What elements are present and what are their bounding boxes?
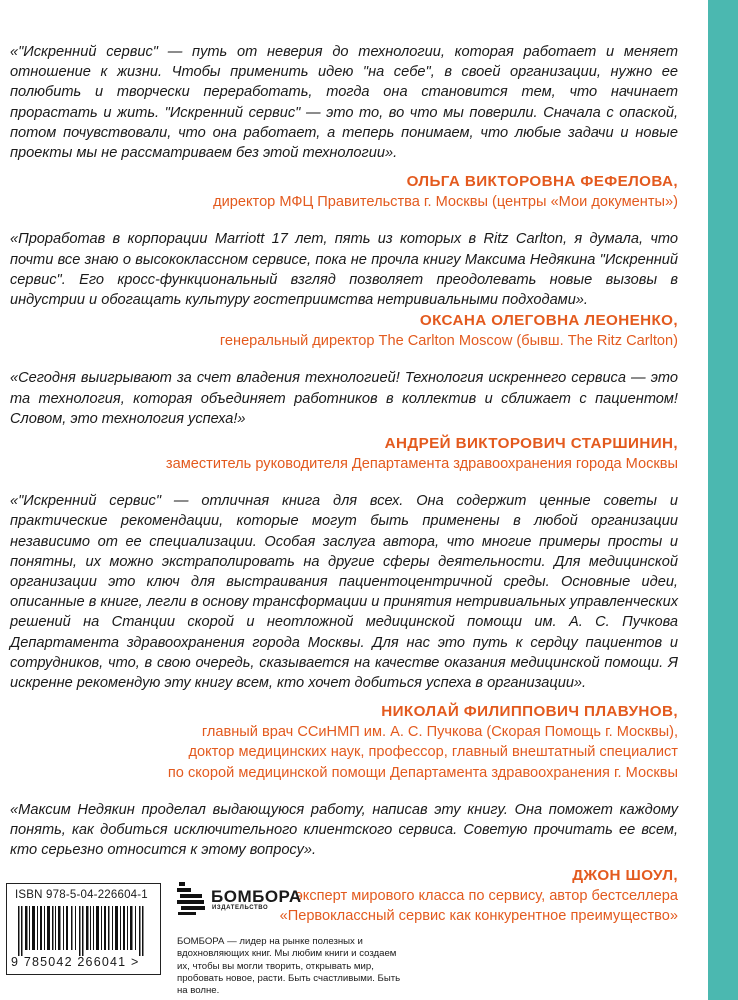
testimonial-author (10, 310, 678, 351)
testimonial-3 (10, 368, 678, 474)
author-title: эксперт мирового класса по сервису, автор бестселлера (295, 887, 678, 904)
author-name: АНДРЕЙ ВИКТОРОВИЧ СТАРШИНИН, (384, 435, 678, 453)
testimonial-quote: «Сегодня выигрывают за счет владения технологией! Технология искреннего сервиса — это та технология, которая объединяет работников в коллектив и сближает с пациентом! Словом, это технология успеха!» (10, 370, 678, 427)
testimonial-quote: «"Искренний сервис" — путь от неверия до технологии, которая работает и меняет отношение к жизни. Чтобы применить идею "на себе", в своей организации, нужно ее полюбить и творчески переработать, тогда она становится тем, что начинает прорастать и жить. "Искренний сервис" — это то, во что мы поверили. Сначала с опаской, потом почувствовали, что она работает, а теперь понимаем, что любые задачи и новые проекты мы не рассматриваем без этой технологии». (10, 44, 678, 162)
testimonial-author (10, 171, 678, 212)
author-title: по скорой медицинской помощи Департамента здравоохранения г. Москвы (167, 764, 678, 781)
testimonial-1 (10, 42, 678, 212)
author-title: доктор медицинских наук, профессор, главный внештатный специалист (188, 744, 678, 761)
testimonial-author (10, 701, 678, 783)
author-name: ОКСАНА ОЛЕГОВНА ЛЕОНЕНКО, (419, 312, 678, 330)
author-title: «Первоклассный сервис как конкурентное преимущество» (279, 907, 678, 924)
publisher-tagline: БОМБОРА — лидер на рынке полезных и вдохновляющих книг. Мы любим книги и создаем их, чтобы вы могли творить, открывать мир, пробовать новое, расти. Быть счастливыми. Быть на волне. (177, 936, 401, 997)
bombora-logo-icon (177, 880, 207, 916)
testimonial-4 (10, 491, 678, 783)
testimonial-2 (10, 229, 678, 351)
author-title: заместитель руководителя Департамента здравоохранения города Москвы (165, 456, 678, 473)
cover-edge-band (708, 0, 738, 1000)
publisher-logo (177, 880, 417, 916)
testimonial-quote: «Проработав в корпорации Marriott 17 лет, пять из которых в Ritz Carlton, я думала, что почти все знаю о высококлассном сервисе, пока не прочла книгу Максима Недякина "Искренний сервис". Его кросс-функциональный взгляд позволяет преодолевать новые вызовы в индустрии и обогащать культуру гостеприимства нетривиальными подходами». (10, 231, 678, 309)
testimonial-author (10, 433, 678, 474)
barcode-bars (15, 906, 152, 956)
author-name: ОЛЬГА ВИКТОРОВНА ФЕФЕЛОВА, (406, 173, 678, 191)
author-name: НИКОЛАЙ ФИЛИППОВИЧ ПЛАВУНОВ, (381, 703, 678, 721)
barcode (6, 883, 161, 975)
author-title: директор МФЦ Правительства г. Москвы (центры «Мои документы») (213, 194, 678, 211)
testimonial-quote: «"Искренний сервис" — отличная книга для всех. Она содержит ценные советы и практические рекомендации, которые могут быть применены в любой организации независимо от ее специализации. Особая заслуга автора, что многие примеры просты и понятны, их можно экстраполировать на другие сферы деятельности. Для медицинской организации это ключ для выстраивания пациентоцентричной среды. Основные идеи, описанные в книге, легли в основу трансформации и принятия нетривиальных управленческих решений на Станции скорой и неотложной медицинской помощи им. А. С. Пучкова Департамента здравоохранения города Москвы. Для нас это путь к сердцу пациентов и сотрудников, что, в свою очередь, сказывается на качестве оказания медицинской помощи. Я искренне рекомендую эту книгу всем, кто хочет добиться успеха в организации». (10, 493, 678, 692)
testimonial-quote: «Максим Недякин проделал выдающуюся работу, написав эту книгу. Она поможет каждому понять, как добиться исключительного клиентского сервиса. Советую прочитать ее всем, кто серьезно относится к этому вопросу». (10, 801, 678, 859)
ean-digits: 9 785042 266041 > (11, 955, 140, 969)
author-title: генеральный директор The Carlton Moscow (бывш. The Ritz Carlton) (219, 333, 678, 350)
author-title: главный врач ССиНМП им. А. С. Пучкова (Скорая Помощь г. Москвы), (201, 724, 678, 741)
publisher-block (177, 880, 417, 997)
publisher-name: БОМБОРА (211, 887, 302, 906)
testimonials (10, 42, 678, 943)
publisher-subtitle: ИЗДАТЕЛЬСТВО (212, 905, 269, 911)
isbn-label: ISBN 978-5-04-226604-1 (15, 889, 148, 901)
author-name: ДЖОН ШОУЛ, (572, 866, 678, 884)
